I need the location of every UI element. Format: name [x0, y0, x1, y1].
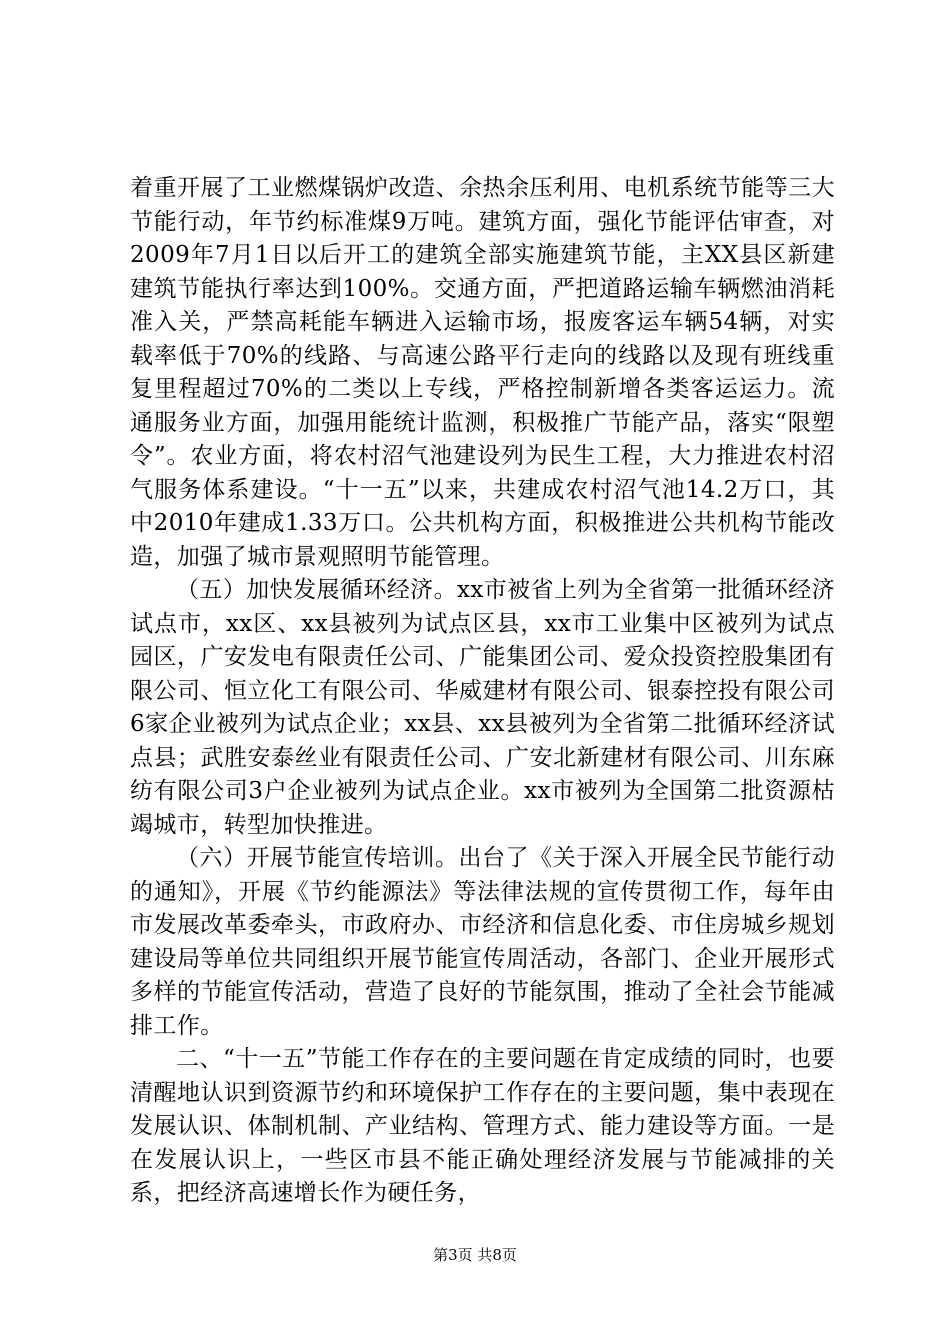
- paragraph-circular-economy: （五）加快发展循环经济。xx市被省上列为全省第一批循环经济试点市，xx区、xx县被列为试点区县，xx市工业集中区被列为试点园区，广安发电有限责任公司、广能集团公司、爱众投资控股集团有限公司、恒立化工有限公司、华威建材有限公司、银泰控投有限公司6家企业被列为试点企业；xx县、xx县被列为全省第二批循环经济试点县；武胜安泰丝业有限责任公司、广安北新建材有限公司、川东麻纺有限公司3户企业被列为试点企业。xx市被列为全国第二批资源枯竭城市，转型加快推进。: [130, 577, 835, 838]
- document-body: [130, 172, 835, 1211]
- page-footer: 第3页 共8页: [433, 1246, 517, 1264]
- paragraph-publicity-training: （六）开展节能宣传培训。出台了《关于深入开展全民节能行动的通知》，开展《节约能源法》等法律法规的宣传贯彻工作，每年由市发展改革委牵头，市政府办、市经济和信息化委、市住房城乡规划建设局等单位共同组织开展节能宣传周活动，各部门、企业开展形式多样的节能宣传活动，营造了良好的节能氛围，推动了全社会节能减排工作。: [130, 845, 835, 1039]
- paragraph-main-problems: 二、“十一五”节能工作存在的主要问题在肯定成绩的同时，也要清醒地认识到资源节约和环境保护工作存在的主要问题，集中表现在发展认识、体制机制、产业结构、管理方式、能力建设等方面。一是在发展认识上，一些区市县不能正确处理经济发展与节能减排的关系，把经济高速增长作为硬任务，: [130, 1046, 835, 1206]
- paragraph-energy-sectors: 着重开展了工业燃煤锅炉改造、余热余压利用、电机系统节能等三大节能行动，年节约标准煤9万吨。建筑方面，强化节能评估审查，对2009年7月1日以后开工的建筑全部实施建筑节能，主XX县区新建建筑节能执行率达到100%。交通方面，严把道路运输车辆燃油消耗准入关，严禁高耗能车辆进入运输市场，报废客运车辆54辆，对实载率低于70%的线路、与高速公路平行走向的线路以及现有班线重复里程超过70%的二类以上专线，严格控制新增各类客运运力。流通服务业方面，加强用能统计监测，积极推广节能产品，落实“限塑令”。农业方面，将农村沼气池建设列为民生工程，大力推进农村沼气服务体系建设。“十一五”以来，共建成农村沼气池14.2万口，其中2010年建成1.33万口。公共机构方面，积极推进公共机构节能改造，加强了城市景观照明节能管理。: [130, 175, 835, 570]
